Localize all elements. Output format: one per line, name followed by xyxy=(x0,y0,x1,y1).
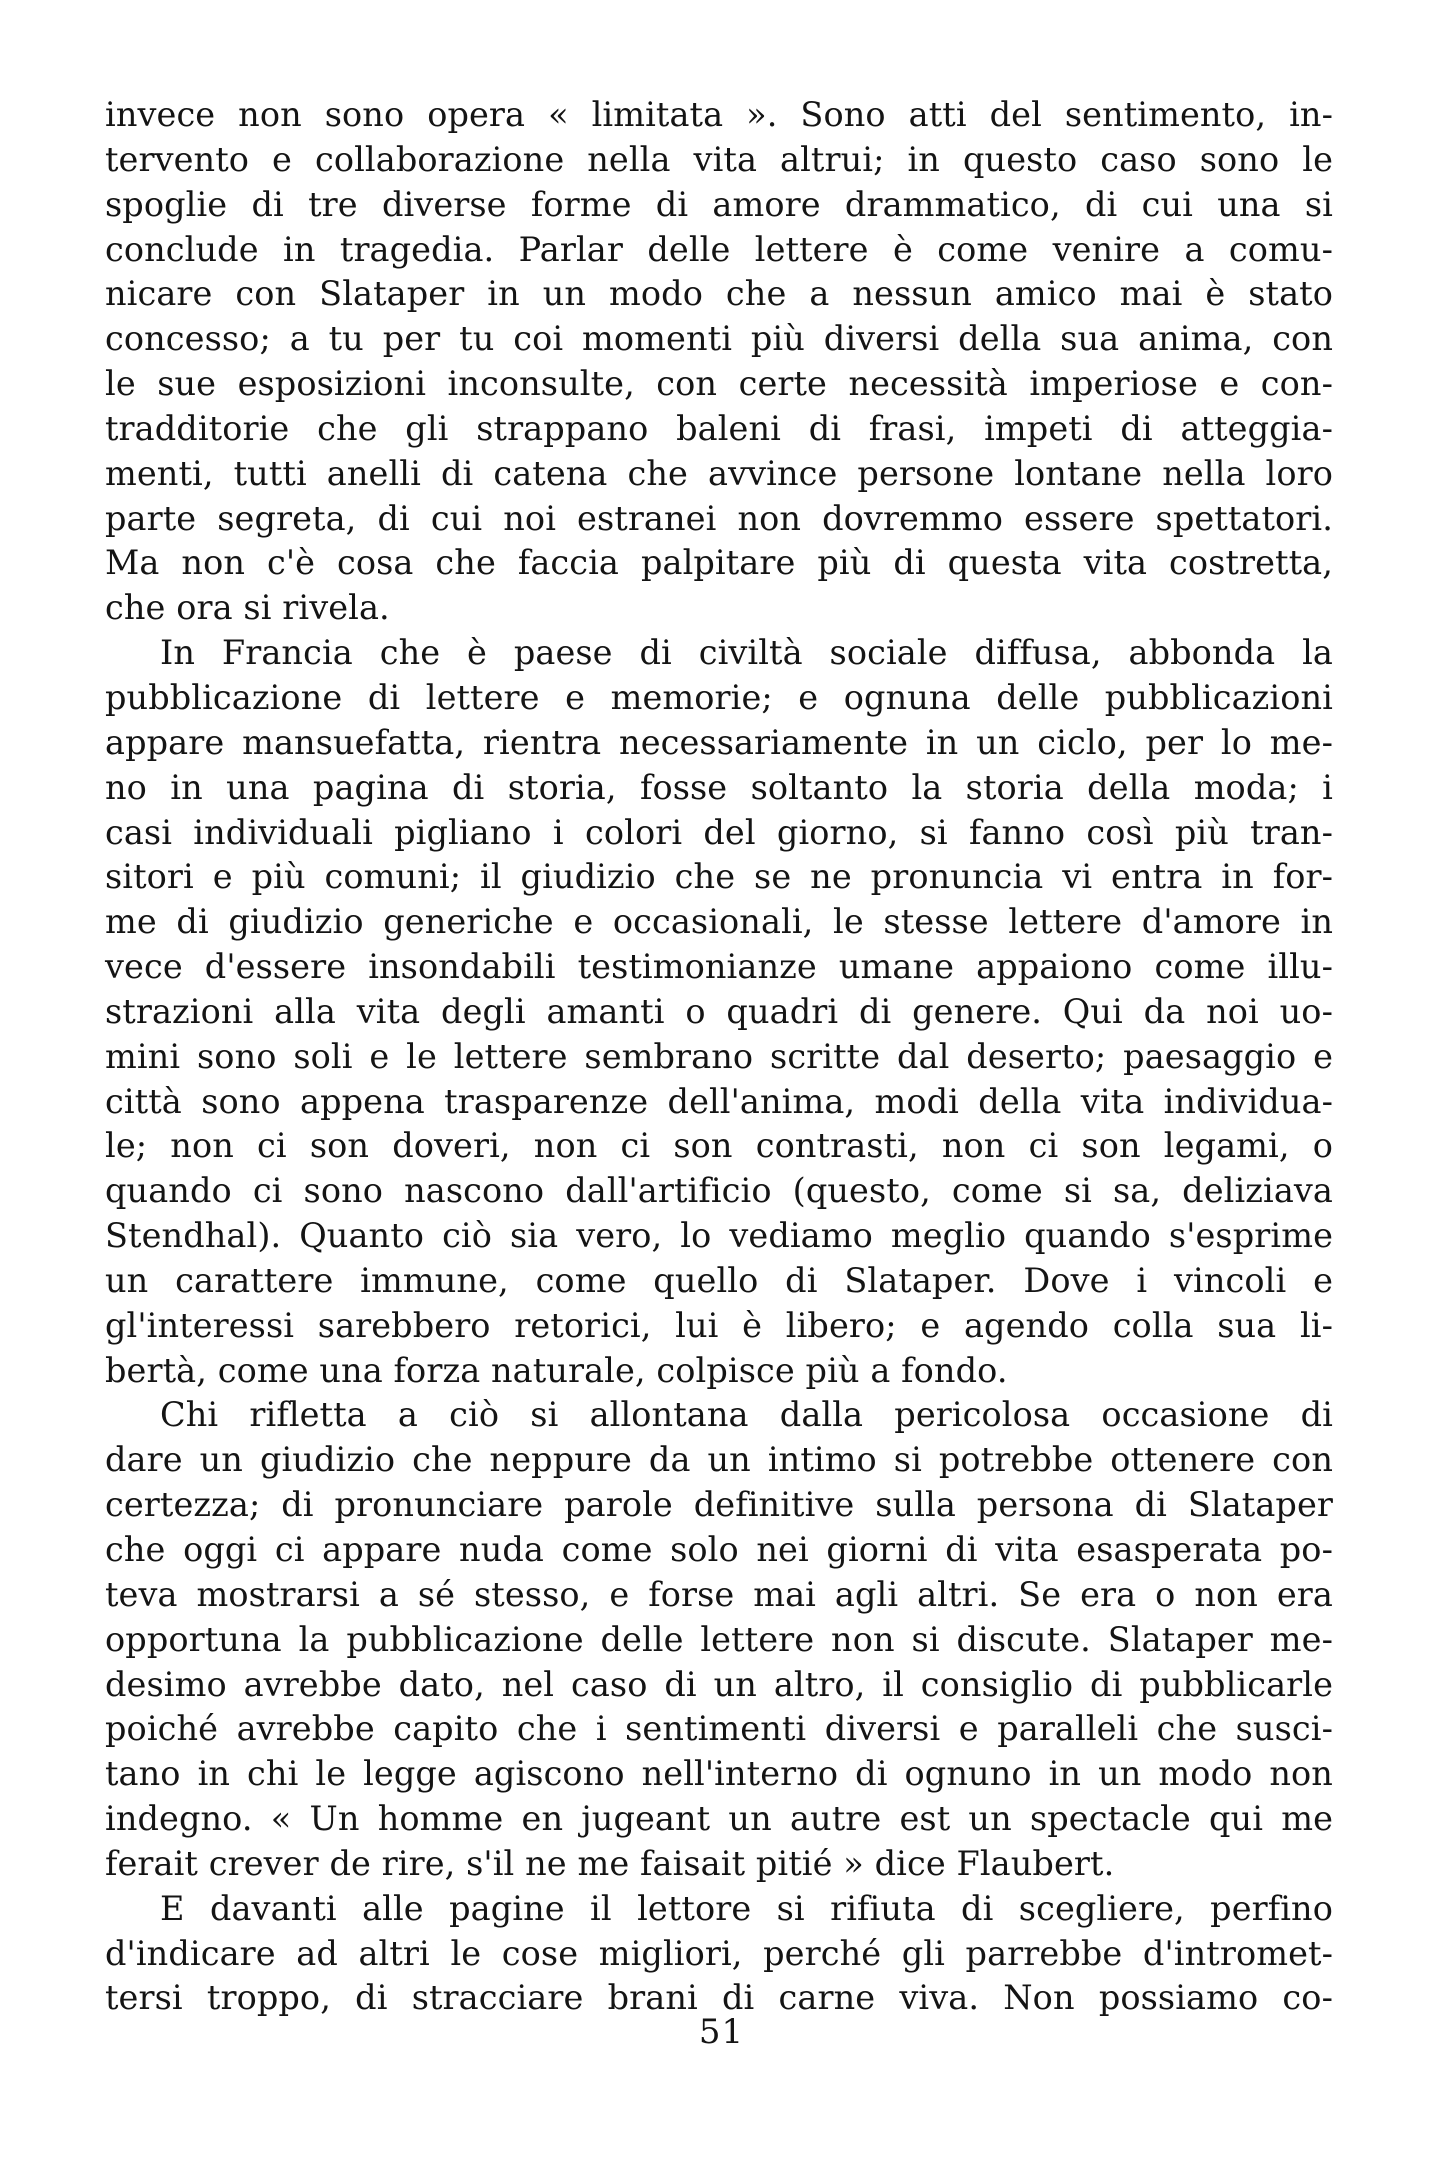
text-line: che oggi ci appare nuda come solo nei giorni di vita esasperata po- xyxy=(105,1530,1333,1569)
text-line: dare un giudizio che neppure da un intimo si potrebbe ottenere con xyxy=(105,1440,1333,1480)
paragraph-start-line: In Francia che è paese di civiltà sociale diffusa, abbonda la xyxy=(160,633,1333,673)
text-line: tradditorie che gli strappano baleni di frasi, impeti di atteggia- xyxy=(105,408,1333,448)
text-line: Stendhal). Quanto ciò sia vero, lo vediamo meglio quando s'esprime xyxy=(105,1216,1333,1256)
text-line: d'indicare ad altri le cose migliori, perché gli parrebbe d'intromet- xyxy=(105,1933,1333,1973)
text-line: no in una pagina di storia, fosse soltanto la storia della moda; i xyxy=(105,767,1333,807)
text-line: le; non ci son doveri, non ci son contrasti, non ci son legami, o xyxy=(105,1126,1333,1166)
text-line: strazioni alla vita degli amanti o quadri di genere. Qui da noi uo- xyxy=(105,991,1333,1031)
text-line: opportuna la pubblicazione delle lettere non si discute. Slataper me- xyxy=(105,1619,1333,1659)
text-line: appare mansuefatta, rientra necessariamente in un ciclo, per lo me- xyxy=(105,722,1333,762)
text-line: nicare con Slataper in un modo che a nessun amico mai è stato xyxy=(105,274,1333,314)
text-line: teva mostrarsi a sé stesso, e forse mai agli altri. Se era o non era xyxy=(105,1574,1333,1614)
paragraph-end-line: bertà, come una forza naturale, colpisce più a fondo. xyxy=(105,1350,1008,1390)
text-line: tervento e collaborazione nella vita altrui; in questo caso sono le xyxy=(105,139,1333,179)
text-line: città sono appena trasparenze dell'anima, modi della vita individua- xyxy=(105,1081,1333,1121)
text-line: conclude in tragedia. Parlar delle lettere è come venire a comu- xyxy=(105,229,1333,269)
text-line: Ma non c'è cosa che faccia palpitare più di questa vita costretta, xyxy=(105,543,1333,583)
text-line: invece non sono opera « limitata ». Sono atti del sentimento, in- xyxy=(105,95,1333,134)
paragraph-end-line: ferait crever de rire, s'il ne me faisait pitié » dice Flaubert. xyxy=(105,1843,1115,1883)
text-line: pubblicazione di lettere e memorie; e ognuna delle pubblicazioni xyxy=(105,677,1333,717)
text-line: casi individuali pigliano i colori del giorno, si fanno così più tran- xyxy=(105,812,1333,852)
text-line: spoglie di tre diverse forme di amore drammatico, di cui una si xyxy=(105,184,1333,224)
text-line: mini sono soli e le lettere sembrano scritte dal deserto; paesaggio e xyxy=(105,1036,1333,1076)
text-line: le sue esposizioni inconsulte, con certe necessità imperiose e con- xyxy=(105,364,1333,404)
text-line: certezza; di pronunciare parole definitive sulla persona di Slataper xyxy=(105,1485,1333,1525)
text-line: concesso; a tu per tu coi momenti più diversi della sua anima, con xyxy=(105,319,1333,359)
text-line: tersi troppo, di stracciare brani di carne viva. Non possiamo co- xyxy=(105,1978,1333,2018)
paragraph-end-line: che ora si rivela. xyxy=(105,588,390,628)
text-line: un carattere immune, come quello di Slataper. Dove i vincoli e xyxy=(105,1260,1333,1300)
text-line: quando ci sono nascono dall'artificio (questo, come si sa, deliziava xyxy=(105,1171,1333,1211)
text-line: desimo avrebbe dato, nel caso di un altro, il consiglio di pubblicarle xyxy=(105,1664,1333,1704)
text-line: menti, tutti anelli di catena che avvince persone lontane nella loro xyxy=(105,453,1333,493)
text-line: tano in chi le legge agiscono nell'interno di ognuno in un modo non xyxy=(105,1754,1333,1794)
text-line: parte segreta, di cui noi estranei non dovremmo essere spettatori. xyxy=(105,498,1333,538)
text-line: indegno. « Un homme en jugeant un autre est un spectacle qui me xyxy=(105,1799,1333,1839)
text-line: me di giudizio generiche e occasionali, le stesse lettere d'amore in xyxy=(105,902,1333,942)
page-number: 51 xyxy=(698,2012,745,2052)
text-line: poiché avrebbe capito che i sentimenti diversi e paralleli che susci- xyxy=(105,1709,1333,1749)
text-line: gl'interessi sarebbero retorici, lui è libero; e agendo colla sua li- xyxy=(105,1305,1333,1345)
paragraph-start-line: E davanti alle pagine il lettore si rifiuta di scegliere, perfino xyxy=(160,1888,1333,1928)
body-text xyxy=(105,93,1333,2021)
paragraph-start-line: Chi rifletta a ciò si allontana dalla pericolosa occasione di xyxy=(160,1395,1333,1435)
text-line: vece d'essere insondabili testimonianze umane appaiono come illu- xyxy=(105,947,1333,987)
text-line: sitori e più comuni; il giudizio che se ne pronuncia vi entra in for- xyxy=(105,857,1333,897)
